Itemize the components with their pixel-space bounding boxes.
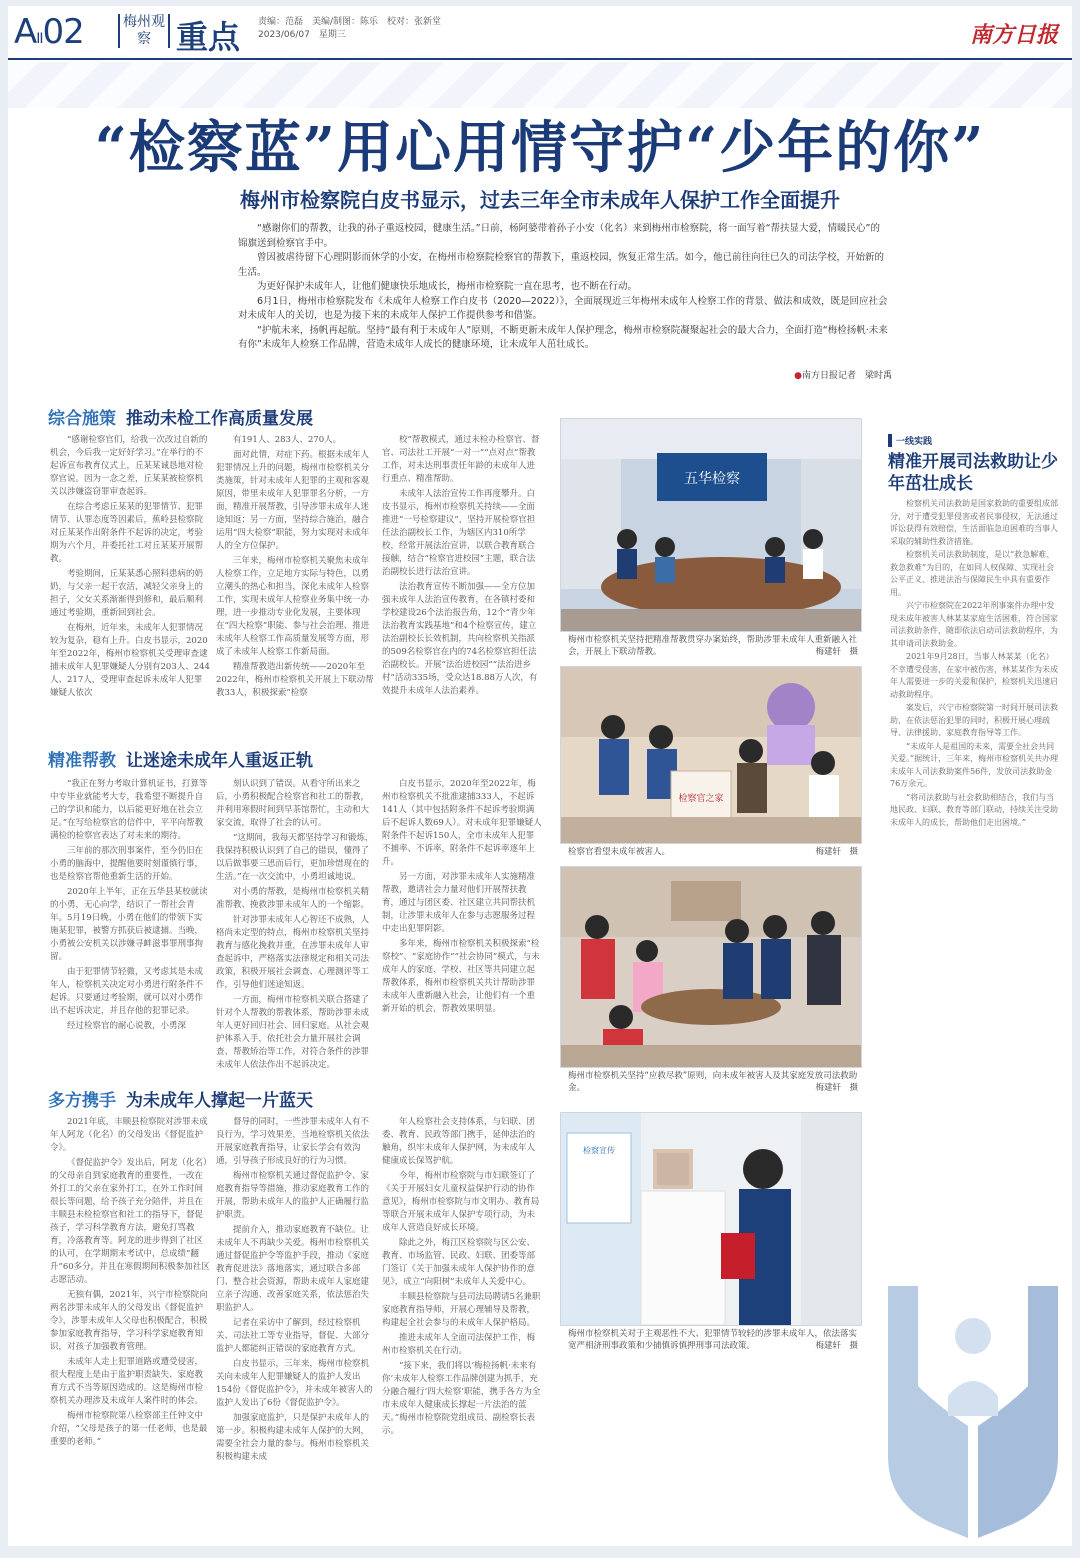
prosecutor-youth-illustration (561, 1113, 861, 1325)
paragraph: “这期间，我每天都坚持学习和锻炼，我保持积极认识到了自己的错误，懂得了以后做事要三思而后行，更加珍惜现在的生活。”在一次交流中，小勇坦诚地说。 (216, 833, 374, 882)
paragraph: 今年，梅州市检察院与市妇联签订了《关于开展妇女儿童权益保护行动的协作意见》，梅州市检察院与市文明办、教育局等联合开展未成年人保护专项行动，为未成年人营造良好成长环境。 (382, 1171, 540, 1233)
paragraph: 针对涉罪未成年人心智还不成熟，人格尚未定型的特点，梅州市检察机关坚持教育与感化挽救并重，在涉罪未成年人审查起诉中，严格落实法律规定和相关司法政策，积极开展社会调查、心理测评等工作，引导他们迷途知返。 (216, 915, 370, 990)
paragraph: “将司法救助与社会救助相结合，我们与当地民政、妇联、教育等部门联动，持续关注受助未成年人的成长，帮助他们走出困境。” (890, 792, 1058, 827)
newspaper-page (8, 6, 1072, 1546)
column-tag: 梅州观察 (118, 14, 170, 48)
paragraph: 三年前的那次刑事案件，至今仍旧在小勇的脑海中，提醒他要时刻谨慎行事，也是检察官帮他重新生活的开始。 (50, 846, 204, 882)
article-column (382, 1116, 542, 1540)
section-heading-1 (48, 404, 313, 429)
headline: “检察蓝”用心用情守护“少年的你” (94, 115, 986, 181)
paragraph: 兴宁市检察院在2022年刑事案件办理中发现未成年被害人林某某家庭生活困难，符合国家司法救助条件，随即依法启动司法救助程序，为其申请司法救助金。 (890, 601, 1058, 648)
paragraph: 2021年9月28日，当事人林某某（化名）不幸遭受侵害，在家中被伤害，林某某作为未成年人需要进一步的关爱和保护，检察机关迅速启动救助程序。 (890, 652, 1058, 699)
paragraph: 未成年人走上犯罪道路或遭受侵害，很大程度上是由于监护职责缺失、家庭教育方式不当等原因造成的。这是梅州市检察机关办理涉及未成年人案件时的体会。 (50, 1357, 204, 1406)
photo-meeting-room (560, 418, 862, 632)
paragraph: 年人检察社会支持体系，与妇联、团委、教育、民政等部门携手，延伸法治的触角，织牢未成年人保护网，为未成年人健康成长保驾护航。 (382, 1117, 536, 1166)
photo-caption (568, 846, 858, 858)
paper-logo: 南方日报 (969, 22, 1058, 48)
paragraph: 梅州市检察院第八检察部主任钟文中介绍，“父母是孩子的第一任老师，也是最重要的老师。” (50, 1411, 208, 1447)
section-title-text: 为未成年人撑起一片蓝天 (126, 1091, 313, 1111)
photo-credit: 梅建轩 摄 (815, 847, 858, 857)
credits-line: 责编：范磊 美编/制图：陈乐 校对：张新堂 (258, 17, 442, 27)
paragraph: 梅州市检察机关通过督促监护令、家庭教育指导等措施，推动家庭教育工作的开展，帮助未成年人的监护人正确履行监护职责。 (216, 1171, 370, 1220)
paragraph: 推进未成年人全面司法保护工作，梅州市检察机关在行动。 (382, 1333, 536, 1356)
issue-date: 2023/06/07 星期三 (258, 30, 346, 40)
photo-prosecutor-youth (560, 1112, 862, 1326)
byline (794, 368, 892, 381)
paragraph: 丰顺县检察院与县司法局聘请5名兼职家庭教育指导师，开展心理辅导及帮教，构建起全社会参与的未成年人保护格局。 (382, 1292, 541, 1328)
meeting-room-illustration (561, 419, 861, 631)
sidebar-tag: 一线实践 (888, 434, 1064, 447)
paragraph: 检察机关司法救助制度，是以“救急解难、救急救难”为目的，在如同人权保障、实现社会公平正义、推进法治与保障民生中具有重要作用。 (890, 550, 1055, 597)
header-pattern (8, 62, 1072, 108)
page-prefix: A (14, 12, 37, 52)
masthead (8, 6, 1072, 60)
paragraph: 面对此情，对症下药。根据未成年人犯罪情况上升的问题，梅州市检察机关分类施策，针对未成年人犯罪的主观和客观原因，带里未成年人犯罪罪名分析，一方面，精准开展帮教，引导涉罪未成年人迷途知返；另一方面，坚持综合施治，融合运用“四大检察”职能，努力实现对未成年人的全方位保护。 (216, 450, 370, 551)
section-heading-3 (48, 1086, 313, 1111)
paragraph: 督导的同时，一些涉罪未成年人有不良行为，学习效果差，当地检察机关依法开展家庭教育指导，让家长学会有效沟通，引导孩子形成良好的行为习惯。 (216, 1117, 370, 1166)
lead-paragraph: “护航未来，扬帆再起航。坚持“最有利于未成年人”原则，不断更新未成年人保护理念，梅州市检察院凝聚起社会的最大合力，全面打造“梅检扬帆·未来有你”未成年人检察工作品牌，营造未成年人成长的健康环境，让未成年人茁壮成长。 (238, 324, 888, 350)
paragraph: 校”帮教模式，通过未检办检察官、督官、司法社工开展“一对一”“点对点”帮教工作，对未达刑事责任年龄的未成年人进行重点、精准帮助。 (382, 435, 540, 484)
section-keyword: 综合施策 (48, 409, 116, 429)
lead-paragraphs (238, 222, 888, 353)
section-title-text: 推动未检工作高质量发展 (126, 409, 313, 429)
page-num: 02 (42, 12, 84, 52)
article-column (382, 778, 542, 1074)
article-column (50, 778, 210, 1074)
paragraph: 在梅州，近年来，未成年人犯罪情况较为复杂，稳有上升。白皮书显示，2020年至2022年，梅州市检察机关受理审查逮捕未成年人犯罪嫌疑人分别有203人、244人、217人，受理审查起诉未成年人犯罪嫌疑人依次 (50, 623, 210, 698)
paragraph: “我正在努力考取计算机证书，打算等中专毕业就能考大专，我希望不断提升自己的学识和能力，以后能更好地在社会立足。”在写给检察官的信件中，平平向帮教满检的检察官表达了对未来的期待。 (50, 779, 208, 841)
paragraph: “感谢检察官们，给我一次改过自新的机会，今后我一定好好学习。”在举行的不起诉宣布教育仪式上，丘某某诚恳地对检察官说。因为一念之差，丘某某被检察机关以涉嫌盗窃罪审查起诉。 (50, 435, 208, 497)
paragraph: 经过检察官的耐心说教，小勇深 (67, 1021, 187, 1031)
section-keyword: 多方携手 (48, 1091, 116, 1111)
paragraph: 案发后，兴宁市检察院第一时间开展司法救助，在依法惩治犯罪的同时，积极开展心理疏导、法律援助、家庭教育指导等工作。 (890, 703, 1058, 737)
photo-credit: 梅建轩 摄 (815, 647, 858, 657)
credits (258, 16, 441, 42)
caption-text: 梅州市检察机关坚持把精准帮教贯穿办案始终，帮助涉罪未成年人重新融入社会，开展上下联动帮教。 (568, 635, 858, 657)
board-text: 检察宣传 (583, 1146, 615, 1155)
article-column (50, 1116, 210, 1540)
paragraph: 三年来，梅州市检察机关聚焦未成年人检察工作，立足地方实际与特色，以勇立潮头的热心和担当，深化未成年人检察工作，实现未成年人检察业务集中统一办理，进一步推动专业化发展，主要体现在“四大检察”职能、参与社会治理、推进未成年人检察工作高质量发展等方面，形成了未成年人检察工作新局面。 (216, 556, 370, 657)
paragraph: 一方面，梅州市检察机关联合搭建了针对个人帮教的帮教体系，帮助涉罪未成年人更好回归社会、回归家庭。从社会观护体系入手，依托社会力量开展社会调查、帮教矫治等工作，对符合条件的涉罪未成年人依法作出不起诉决定。 (216, 995, 370, 1070)
photo-visit (560, 666, 862, 844)
article-column (382, 434, 542, 734)
photo-caption (568, 634, 858, 658)
paragraph: 另一方面，对涉罪未成年人实施精准帮教，邀请社会力量对他们开展帮扶教育，通过与团区委、社区建立共同帮扶机制，让涉罪未成年人在参与志愿服务过程中走出犯罪阴影。 (382, 872, 536, 934)
paragraph: 在综合考虑丘某某的犯罪情节、犯罪情节、认罪态度等因素后，蕉岭县检察院对丘某某作出附条件不起诉的决定，考验期为六个月，并委托社工对丘某某开展帮教。 (50, 502, 204, 564)
section-title-text: 让迷途未成年人重返正轨 (126, 751, 313, 771)
section-keyword: 精准帮教 (48, 751, 116, 771)
caption-text: 梅州市检察机关坚持“应救尽救”原则，向未成年被害人及其家庭发放司法救助金。 (568, 1071, 858, 1093)
paragraph: 除此之外，梅江区检察院与区公安、教育、市场监管、民政、妇联、团委等部门签订《关于加强未成年人保护协作的意见》，成立“向阳树”未成年人关爱中心。 (382, 1238, 536, 1287)
sidebar-article (890, 498, 1060, 1238)
byline-marker: ● (794, 371, 802, 381)
paragraph: 检察机关司法救助是国家救助的重要组成部分，对于遭受犯罪侵害或者民事侵权，无法通过诉讼获得有效赔偿，生活面临急迫困难的当事人采取的辅助性救济措施。 (890, 499, 1058, 546)
photo-family (560, 866, 862, 1068)
visit-illustration (561, 667, 861, 843)
paragraph: 对小勇的帮教，是梅州市检察机关精准帮教、挽救涉罪未成年人的一个缩影。 (216, 887, 370, 910)
lead-paragraph: 曾因被虐待留下心理阴影而休学的小安，在梅州市检察院检察官的帮教下，重返校园，恢复正常生活。如今，他已前往向往已久的司法学校，开始新的生活。 (238, 252, 885, 278)
article-column (50, 434, 210, 734)
lead-paragraph: 6月1日，梅州市检察院发布《未成年人检察工作白皮书（2020—2022）》，全面展现近三年梅州未成年人检察工作的背景、做法和成效，既是回应社会对未成年人的关切，也是为接下来的未成年人保护工作提供参考和借鉴。 (238, 295, 888, 321)
paragraph: 白皮书显示，2020年至2022年，梅州市检察机关不批准逮捕333人，不起诉141人（其中包括附条件不起诉考验期满后不起诉人数69人）。对未成年犯罪嫌疑人附条件不起诉150人，全市未成年人犯罪不捕率、不诉率，附条件不起诉率逐年上升。 (382, 779, 542, 867)
paragraph: 精准帮教造出新传统——2020年至2022年，梅州市检察机关开展上下联动帮教33人，积极探索“检察 (216, 662, 374, 698)
photo-caption (568, 1070, 858, 1094)
subheadline: 梅州市检察院白皮书显示，过去三年全市未成年人保护工作全面提升 (240, 188, 840, 212)
caption-text: 检察官看望未成年被害人。 (568, 847, 671, 857)
paragraph: 提前介入，推动家庭教育不缺位。让未成年人不再缺少关爱。梅州市检察机关通过督促监护令等监护手段，推动《家庭教育促进法》落地落实，通过联合多部门、整合社会资源，帮助未成年人家庭建立亲子沟通、改善家庭关系，依法惩治失职监护人。 (216, 1225, 370, 1313)
paragraph: “未成年人是祖国的未来，需要全社会共同关爱。”据统计，三年来，梅州市检察机关共办理未成年人司法救助案件56件，发放司法救助金76万余元。 (890, 741, 1059, 788)
paragraph: 法治教育宣传不断加强——全方位加强未成年人法治宣传教育，在各镇村委和学校建设26个法治报告角，12个“青少年法治教育实践基地”和4个检察宣传，建立法治副校长长效机制，共向检察机关指派的509名检察官在内的74名检察官担任法治副校长。开展“法治进校园”“法治进乡村”活动335场，受众达18.88万人次，有效提升未成年人法治素养。 (382, 582, 538, 696)
paragraph: 无独有偶，2021年，兴宁市检察院向两名涉罪未成年人的父母发出《督促监护令》，涉罪未成年人父母也积极配合，积极参加家庭教育指导，学习科学家庭教育知识，对孩子加强教育管理。 (50, 1290, 208, 1352)
byline-text: 南方日报记者 梁时禹 (801, 371, 892, 381)
protective-hands-icon (878, 1246, 1068, 1546)
paragraph: “接下来，我们将以‘梅检扬帆·未来有你’未成年人检察工作品牌创建为抓手，充分融合履行‘四大检察’职能，携手各方为全市未成年人健康成长撑起一片法治的蓝天。”梅州市检察院党组成员、副检察长表示。 (382, 1361, 541, 1436)
banner-text: 五华检察 (684, 471, 740, 487)
section-title: 重点 (176, 18, 241, 56)
plaque-text: 检察官之家 (678, 794, 724, 804)
paragraph: 多年来，梅州市检察机关积极探索“检察校”、“家庭协作”“社会协同”模式，与未成年人的家庭、学校、社区等共同建立起帮教体系，梅州市检察机关共计帮助涉罪未成年人重新融入社会，让他们有一个重新开始的机会，帮教效果明显。 (382, 939, 540, 1014)
paragraph: 未成年人法治宣传工作再度攀升。白皮书显示，梅州市检察机关持续——全面推进“一号检察建议”，坚持开展检察官担任法治副校长工作，为辖区内310所学校，经常开展法治宣讲，以联合教育联合接触，结合“检察官进校园”主题，联合法治副校长进行法治宣讲。 (382, 489, 536, 577)
photo-caption (568, 1328, 858, 1352)
photo-credit: 梅建轩 摄 (815, 1341, 858, 1351)
lead-paragraph: 为更好保护未成年人，让他们健康快乐地成长，梅州市检察院一直在思考，也不断在行动。 (257, 281, 638, 292)
paragraph: 考验期间，丘某某悉心照料患病的奶奶，与父亲一起干农活，减轻父亲身上的担子，父女关系渐渐得到修和，最后顺利通过考验期，重新回到社会。 (50, 569, 204, 618)
paragraph: 2020年上半年，正在五华县某校就读的小勇，无心向学，结识了一帮社会青年。5月19日晚，小勇在他们的带领下实施某犯罪，被警方抓获后被逮捕。当晚，小勇被公安机关以涉嫌寻衅滋事罪刑事拘留。 (50, 887, 208, 962)
article-column (216, 434, 376, 734)
photo-credit: 梅建轩 摄 (815, 1083, 858, 1093)
page-edition: II (36, 31, 43, 47)
section-heading-2 (48, 746, 313, 771)
sidebar-title: 精准开展司法救助让少年茁壮成长 (888, 452, 1058, 494)
paragraph: 有191人、283人、270人。 (233, 435, 342, 445)
caption-text: 梅州市检察机关对于主观恶性不大、犯罪情节较轻的涉罪未成年人，依法落实宽严相济刑事政策和少捕慎诉慎押刑事司法政策。 (568, 1329, 858, 1351)
paragraph: 《督促监护令》发出后，阿龙（化名）的父母亲自到家庭教育的重要性，一改在外打工的父亲在家外打工，在外工作时间很长等问题，给予孩子充分陪伴，并且在丰顺县未检检察官和社工的指导下，督促孩子，学习科学教育方法，避免打骂教育，冷落教育等。阿龙的进步得到了社区的认可，在学期期末考试中，总成绩“翻升”60多分，并且在寒假期间积极参加社区志愿活动。 (50, 1158, 210, 1285)
paragraph: 刻认识到了错误。从看守所出来之后，小勇积极配合检察官和社工的帮教，并利用寒假时间到早茶馆帮忙，主动和大家交流，取得了社会的认可。 (216, 779, 370, 828)
lead-paragraph: “感谢你们的帮教，让我的孙子重返校园，健康生活。”日前，杨阿婆带着孙子小安（化名）来到梅州市检察院，将一面写着“帮扶显大爱，情暖民心”的锦旗送到检察官手中。 (238, 223, 880, 249)
article-column (216, 778, 376, 1074)
paragraph: 由于犯罪情节轻微，又考虑其是未成年人，检察机关决定对小勇进行附条件不起诉。只要通过考验期，就可以对小勇作出不起诉决定，并且存他的犯罪记录。 (50, 967, 204, 1016)
paragraph: 2021年底，丰顺县检察院对涉罪未成年人阿龙（化名）的父母发出《督促监护令》。 (50, 1117, 208, 1153)
article-column (216, 1116, 376, 1540)
page-number (14, 12, 84, 52)
family-illustration (561, 867, 861, 1067)
paragraph: 白皮书显示，三年来，梅州市检察机关向未成年人犯罪嫌疑人的监护人发出154份《督促监护令》，并未成年被害人的监护人发出了6份《督促监护令》。 (216, 1359, 373, 1408)
paragraph: 记者在采访中了解到，经过检察机关、司法社工等专业指导，督促、大部分监护人都能纠正错误的家庭教育方式。 (216, 1318, 370, 1354)
paragraph: 加强家庭监护，只是保护未成年人的第一步。积极构建未成年人保护的大网，需要全社会力量的参与。梅州市检察机关积极构建未成 (216, 1413, 370, 1462)
